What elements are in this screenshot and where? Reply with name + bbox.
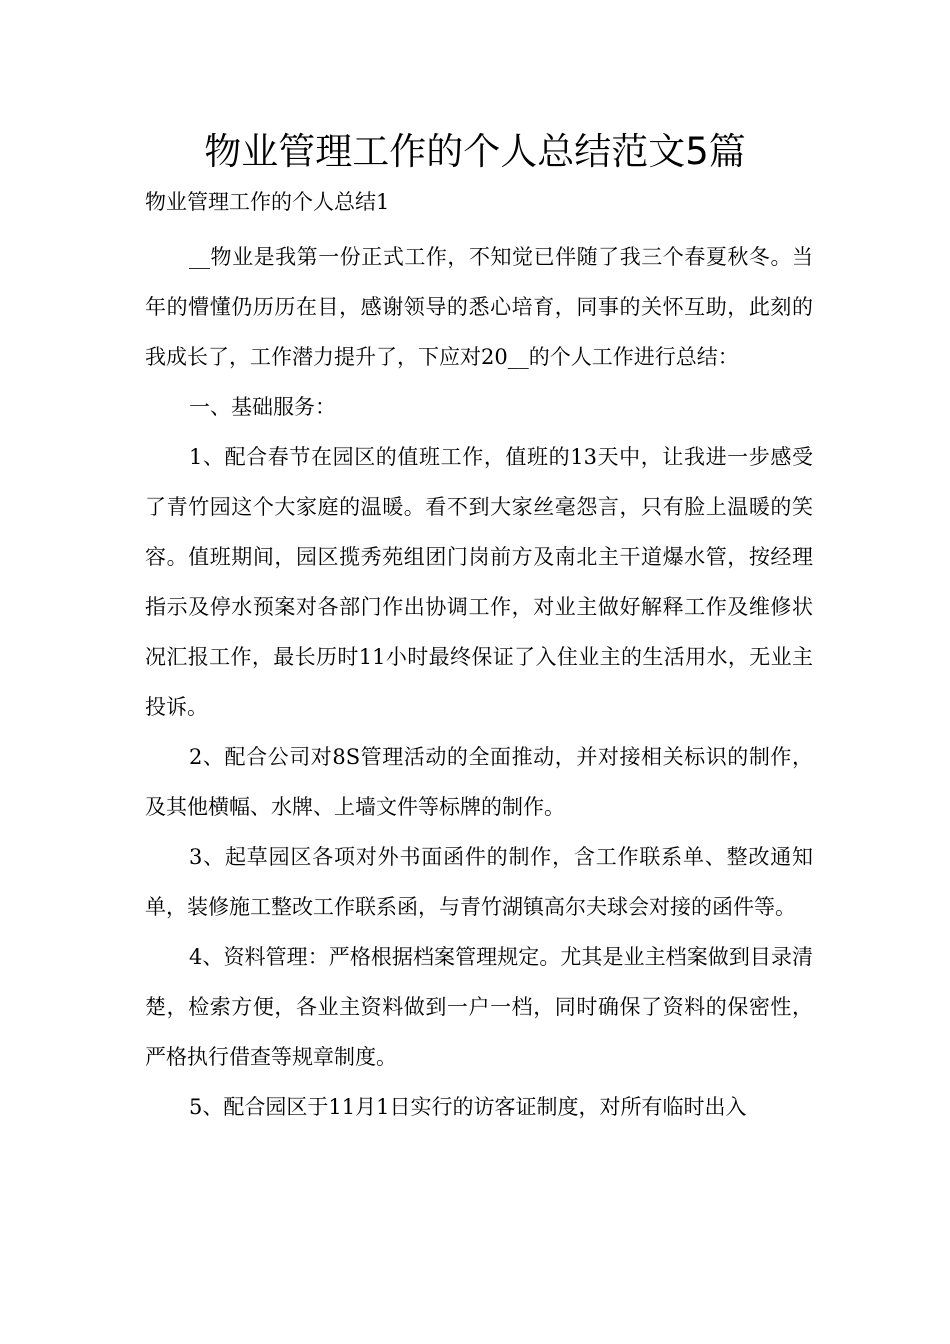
- paragraph-item-1: 1、配合春节在园区的值班工作，值班的13天中，让我进一步感受了青竹园这个大家庭的温暖。看不到大家丝毫怨言，只有脸上温暖的笑容。值班期间，园区揽秀苑组团门岗前方及南北主干道爆水管，按经理指示及停水预案对各部门作出协调工作，对业主做好解释工作及维修状况汇报工作，最长历时11小时最终保证了入住业主的生活用水，无业主投诉。: [145, 445, 813, 719]
- paragraph-item-4: 4、资料管理：严格根据档案管理规定。尤其是业主档案做到目录清楚，检索方便，各业主资料做到一户一档，同时确保了资料的保密性，严格执行借查等规章制度。: [145, 945, 813, 1069]
- paragraph-item-2: 2、配合公司对8S管理活动的全面推动，并对接相关标识的制作，及其他横幅、水牌、上墙文件等标牌的制作。: [145, 745, 813, 819]
- paragraph-item-3: 3、起草园区各项对外书面函件的制作，含工作联系单、整改通知单，装修施工整改工作联系函，与青竹湖镇高尔夫球会对接的函件等。: [145, 845, 813, 919]
- document-title: 物业管理工作的个人总结范文5篇: [204, 130, 746, 173]
- document-body: [145, 232, 813, 1132]
- paragraph-item-5: 5、配合园区于11月1日实行的访客证制度，对所有临时出入: [189, 1095, 747, 1119]
- section-subtitle: 物业管理工作的个人总结1: [145, 190, 390, 214]
- paragraph-section-heading: 一、基础服务：: [189, 395, 336, 419]
- paragraph-intro: __物业是我第一份正式工作，不知觉已伴随了我三个春夏秋冬。当年的懵懂仍历历在目，感谢领导的悉心培育，同事的关怀互助，此刻的我成长了，工作潜力提升了，下应对20__的个人工作进行总结：: [145, 245, 813, 369]
